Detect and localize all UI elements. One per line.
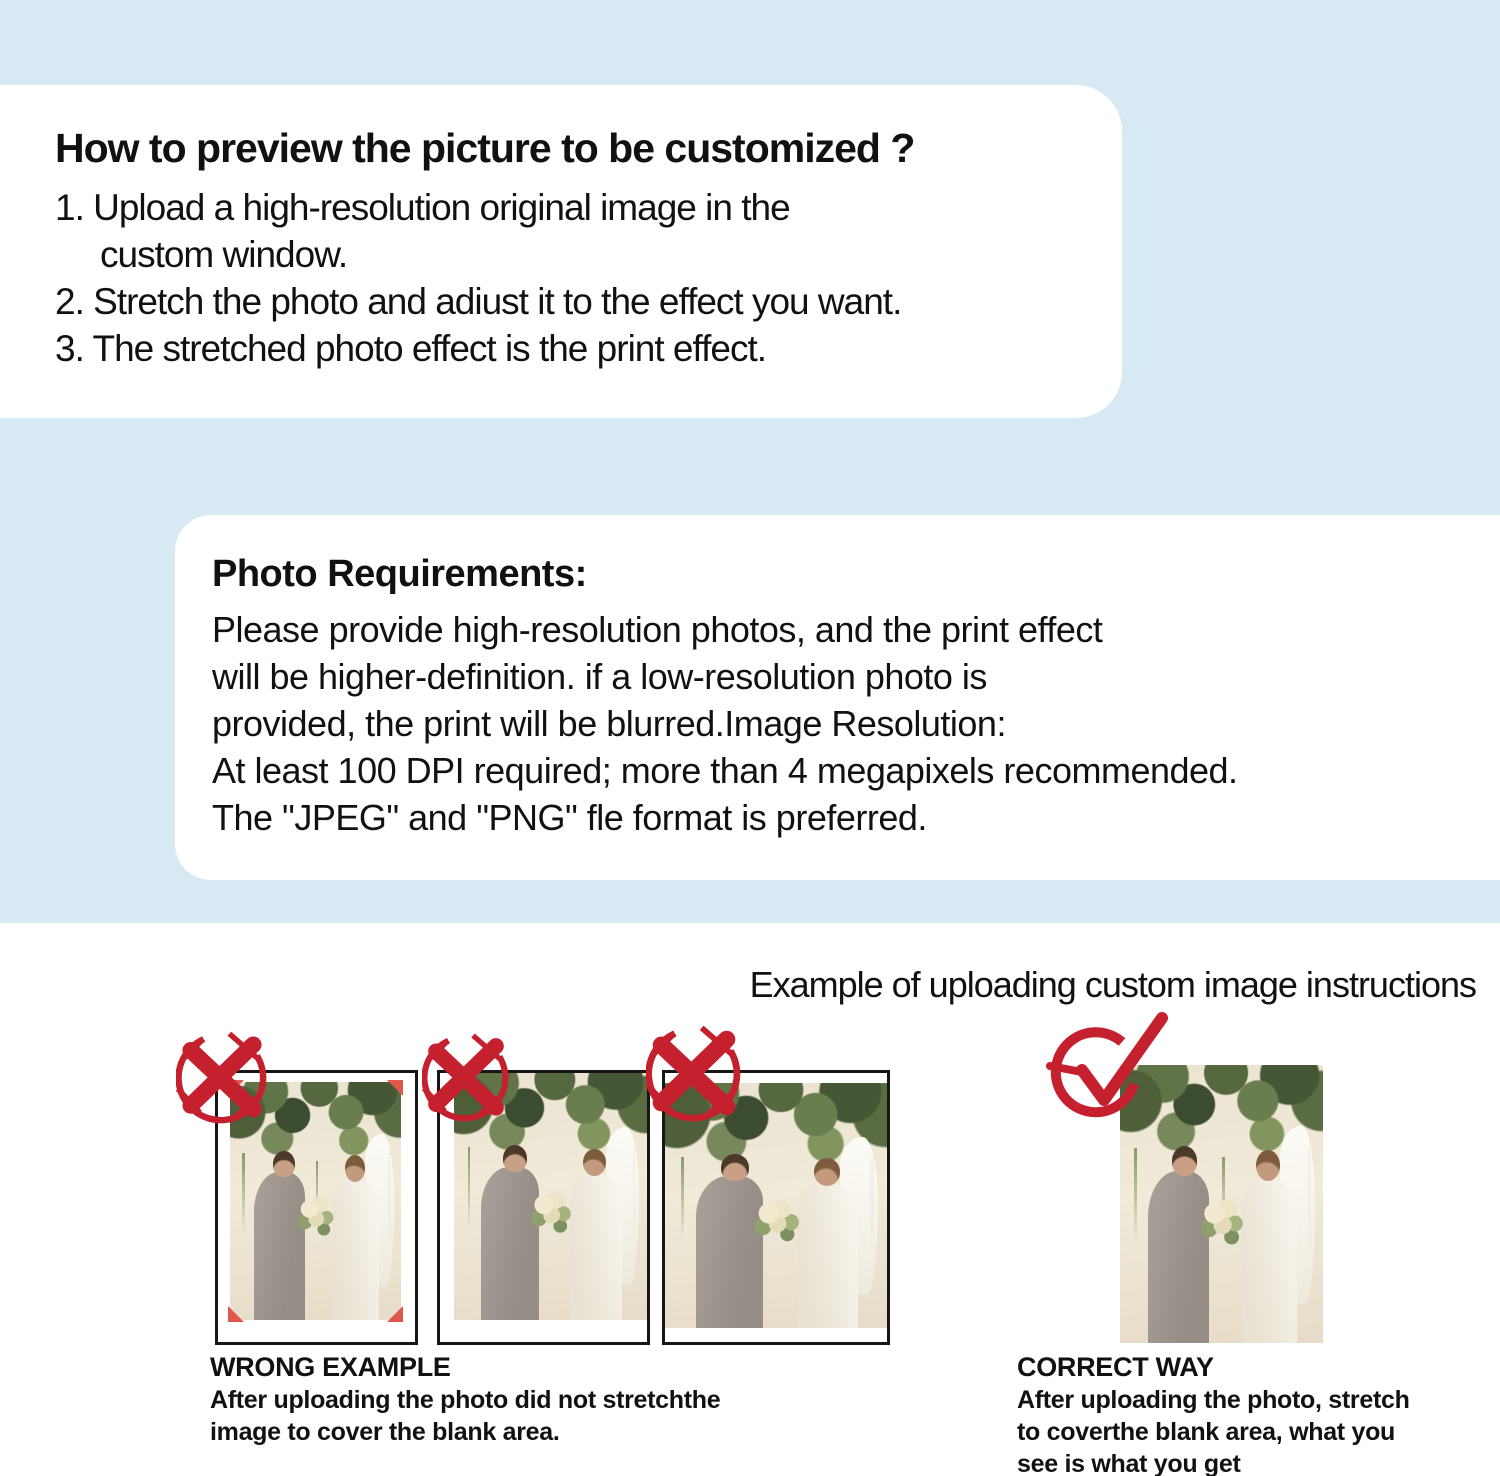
check-mark-icon bbox=[1030, 1008, 1170, 1148]
correct-example-caption-line: to coverthe blank area, what you bbox=[1017, 1418, 1396, 1446]
how-to-title: How to preview the picture to be customized ? bbox=[55, 125, 915, 171]
photo-requirements-title: Photo Requirements: bbox=[212, 553, 587, 595]
bride-figure bbox=[798, 1181, 858, 1328]
x-mark-icon bbox=[176, 1028, 268, 1124]
photo-vine bbox=[1134, 1148, 1137, 1243]
how-to-step-line: custom window. bbox=[100, 234, 348, 275]
photo-vine bbox=[242, 1153, 245, 1234]
wrong-example-label: WRONG EXAMPLE bbox=[210, 1352, 451, 1382]
photo-requirements-line: The "JPEG" and "PNG" fle format is preferred. bbox=[212, 797, 927, 838]
correct-example-caption-line: After uploading the photo, stretch bbox=[1017, 1386, 1410, 1414]
bride-figure bbox=[333, 1177, 379, 1320]
bride-figure bbox=[570, 1172, 622, 1320]
bouquet bbox=[754, 1198, 803, 1242]
correct-example-caption-line: see is what you get bbox=[1017, 1450, 1241, 1476]
photo-vine bbox=[468, 1147, 471, 1231]
bouquet bbox=[298, 1194, 336, 1237]
bride-figure bbox=[1242, 1176, 1297, 1343]
wrong-example-caption-line: After uploading the photo did not stretchthe bbox=[210, 1386, 721, 1414]
x-mark-icon bbox=[422, 1028, 510, 1124]
photo-requirements-card bbox=[175, 515, 1500, 880]
how-to-card bbox=[0, 85, 1122, 418]
photo-requirements-line: At least 100 DPI required; more than 4 megapixels recommended. bbox=[212, 750, 1238, 791]
photo-requirements-line: provided, the print will be blurred.Image Resolution: bbox=[212, 703, 1006, 744]
x-mark-icon bbox=[646, 1022, 742, 1122]
examples-heading: Example of uploading custom image instructions bbox=[749, 964, 1476, 1005]
groom-figure bbox=[696, 1176, 763, 1328]
wrong-example-caption bbox=[210, 1350, 850, 1448]
photo-requirements-line: Please provide high-resolution photos, and the print effect bbox=[212, 609, 1103, 650]
groom-figure bbox=[1148, 1171, 1209, 1343]
correct-example-label: CORRECT WAY bbox=[1017, 1352, 1214, 1382]
correct-example-caption bbox=[1017, 1350, 1447, 1476]
how-to-step-line: 1. Upload a high-resolution original image in the bbox=[55, 187, 790, 228]
how-to-step-line: 2. Stretch the photo and adiust it to the effect you want. bbox=[55, 281, 902, 322]
bouquet bbox=[531, 1189, 573, 1233]
wrong-example-caption-line: image to cover the blank area. bbox=[210, 1418, 560, 1446]
bouquet bbox=[1201, 1196, 1246, 1246]
how-to-step-line: 3. The stretched photo effect is the print effect. bbox=[55, 328, 767, 369]
photo-vine bbox=[681, 1157, 684, 1240]
photo-requirements-line: will be higher-definition. if a low-resolution photo is bbox=[212, 656, 987, 697]
